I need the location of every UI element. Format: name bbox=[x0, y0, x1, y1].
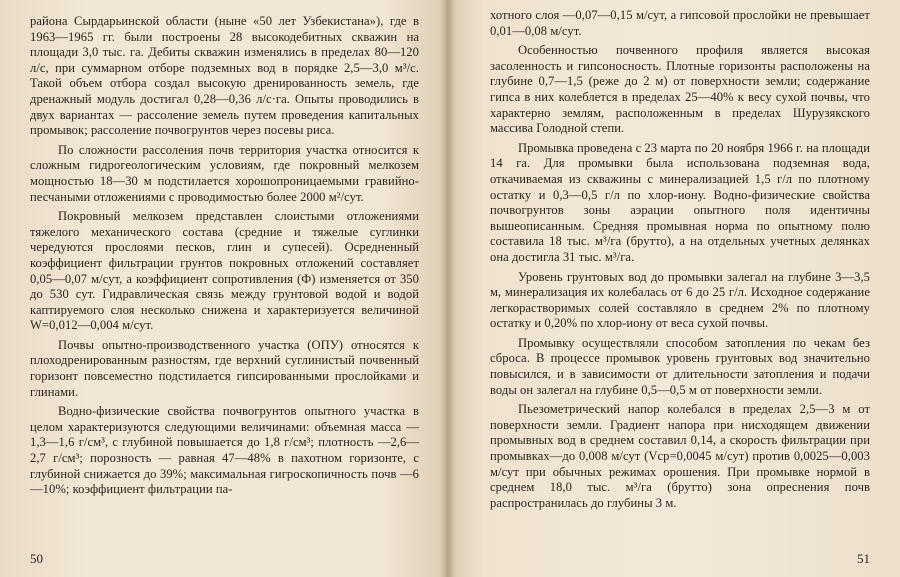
left-page-number: 50 bbox=[30, 551, 43, 566]
left-paragraph-1: района Сырдарьинской области (ныне «50 лет Узбекистана»), где в 1963—1965 гг. были построены 28 высокодебитных скважин на площади 3,0 тыс. га. Дебиты скважин изменялись в пределах 80—120 л/с, при суммарном отборе подземных вод в порядке 2,5—3,0 м³/с. Такой объем отбора создал высокую дренированность земель, где дренажный модуль достигал 0,28—0,36 л/с·га. Опыты проводились в двух вариантах — рассоление земель путем проведения капитальных промывок; рассоление почвогрунтов через посевы риса. bbox=[30, 14, 419, 138]
right-paragraph-2: Особенностью почвенного профиля является высокая засоленность и гипсоносность. Плотные горизонты расположены на глубине 0,7—1,5 (реже до 2 м) от поверхности земли; содержание гипса в них колеблется в пределах 25—40% к весу сухой почвы, что характерно землям, расположенным в пределах Шурузякского массива Голодной степи. bbox=[490, 43, 870, 136]
left-paragraph-2: По сложности рассоления почв территория участка относится к сложным гидрогеологическим условиям, где покровный мелкозем мощностью 18—30 м подстилается хорошопроницаемыми гравийно-песчаными отложениями с проводимостью более 2000 м²/сут. bbox=[30, 142, 419, 204]
right-page-number: 51 bbox=[857, 551, 870, 566]
right-paragraph-3: Промывка проведена с 23 марта по 20 ноября 1966 г. на площади 14 га. Для промывки была использована подземная вода, откачиваемая из скважины с минерализацией 1,5 г/л по плотному остатку и 0,3—0,5 г/л по хлор-иону. Водно-физические свойства почвогрунтов зоны аэрации опытного поля идентичны вышеописанным. Средняя промывная норма по опытному полю составила 18 тыс. м³/га (брутто), а на отдельных учетных делянках она достигла 31 тыс. м³/га. bbox=[490, 140, 870, 264]
left-paragraph-3: Покровный мелкозем представлен слоистыми отложениями тяжелого механического состава (средние и тяжелые суглинки чередуются прослоями песков, глин и супесей). Осредненный коэффициент фильтрации грунтов покровных отложений составляет 0,05—0,07 м/сут, а коэффициент сопротивления (Ф) изменяется от 350 до 530 сут. Гидравлическая связь между грунтовой водой и водой каптируемого слоя несколько снижена и характеризуется величиной W=0,012—0,004 м/сут. bbox=[30, 209, 419, 333]
left-page bbox=[0, 0, 447, 577]
left-paragraph-5: Водно-физические свойства почвогрунтов опытного участка в целом характеризуются следующими величинами: объемная масса —1,3—1,6 г/см³, с глубиной повышается до 1,8 г/см³; плотность —2,6—2,7 г/см³; порозность — равная 47—48% в пахотном горизонте, с глубиной снижается до 39%; максимальная гигроскопичность почв —6—10%; коэффициент фильтрации па- bbox=[30, 404, 419, 497]
right-paragraph-6: Пьезометрический напор колебался в пределах 2,5—3 м от поверхности земли. Градиент напора при нисходящем движении промывных вод в среднем составил 0,14, а скорость фильтрации при промывках—до 0,008 м/сут (Vср=0,0045 м/сут) против 0,0025—0,003 м/сут при обычных режимах орошения. При промывке нормой в среднем 18,0 тыс. м³/га (брутто) зона опреснения почв распространилась до глубины 3 м. bbox=[490, 402, 870, 510]
left-paragraph-4: Почвы опытно-производственного участка (ОПУ) относятся к плоходренированным разностям, где верхний суглинистый почвенный горизонт повсеместно подстилается гипсированными прослойками и глинами. bbox=[30, 337, 419, 399]
right-paragraph-4: Уровень грунтовых вод до промывки залегал на глубине 3—3,5 м, минерализация их колебалась от 6 до 25 г/л. Исходное содержание легкорастворимых солей составляло в среднем 2% по плотному остатку и 0,20% по хлор-иону от веса сухой почвы. bbox=[490, 269, 870, 331]
right-page bbox=[447, 0, 900, 577]
right-paragraph-1: хотного слоя —0,07—0,15 м/сут, а гипсовой прослойки не превышает 0,01—0,08 м/сут. bbox=[490, 8, 870, 38]
right-paragraph-5: Промывку осуществляли способом затопления по чекам без сброса. В процессе промывок уровень грунтовых вод значительно повысился, и в зависимости от длительности затопления и подачи воды он залегал на глубине 0,5—0,5 м от поверхности земли. bbox=[490, 335, 870, 397]
